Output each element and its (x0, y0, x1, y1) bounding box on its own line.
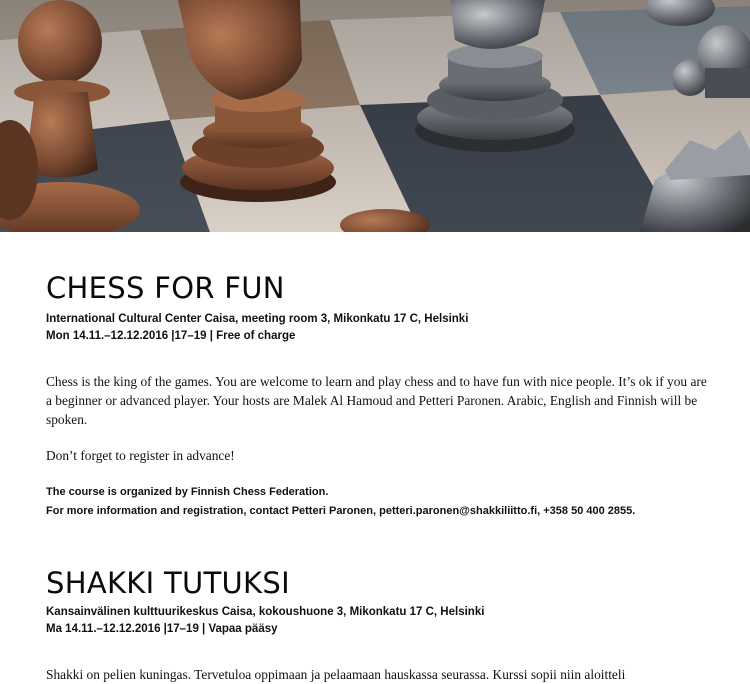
english-description: Chess is the king of the games. You are welcome to learn and play chess and to have fun with nice people. It’s ok if you are a beginner or advanced player. Your hosts are Malek Al Hamoud and Petteri Paronen. Arabic, English and Finnish will be spoken. (46, 374, 707, 427)
finnish-venue: Kansainvälinen kulttuurikeskus Caisa, kokoushuone 3, Mikonkatu 17 C, Helsinki (46, 606, 485, 618)
english-reminder: Don’t forget to register in advance! (46, 448, 235, 463)
finnish-schedule: Ma 14.11.–12.12.2016 |17–19 | Vapaa pääsy (46, 623, 278, 635)
english-schedule: Mon 14.11.–12.12.2016 |17–19 | Free of charge (46, 330, 296, 342)
english-organizer: The course is organized by Finnish Chess Federation. (46, 486, 329, 498)
english-section (46, 271, 716, 521)
finnish-description: Shakki on pelien kuningas. Tervetuloa oppimaan ja pelaamaan hauskassa seurassa. Kurssi sopii niin aloitteli (46, 667, 626, 682)
finnish-title: SHAKKI TUTUKSI (46, 566, 290, 600)
finnish-section (46, 566, 716, 684)
hero-chess-image (0, 0, 750, 232)
english-venue: International Cultural Center Caisa, meeting room 3, Mikonkatu 17 C, Helsinki (46, 313, 469, 325)
english-contact: For more information and registration, contact Petteri Paronen, petteri.paronen@shakkiliitto.fi, +358 50 400 2855. (46, 505, 636, 517)
english-title: CHESS FOR FUN (46, 271, 285, 305)
